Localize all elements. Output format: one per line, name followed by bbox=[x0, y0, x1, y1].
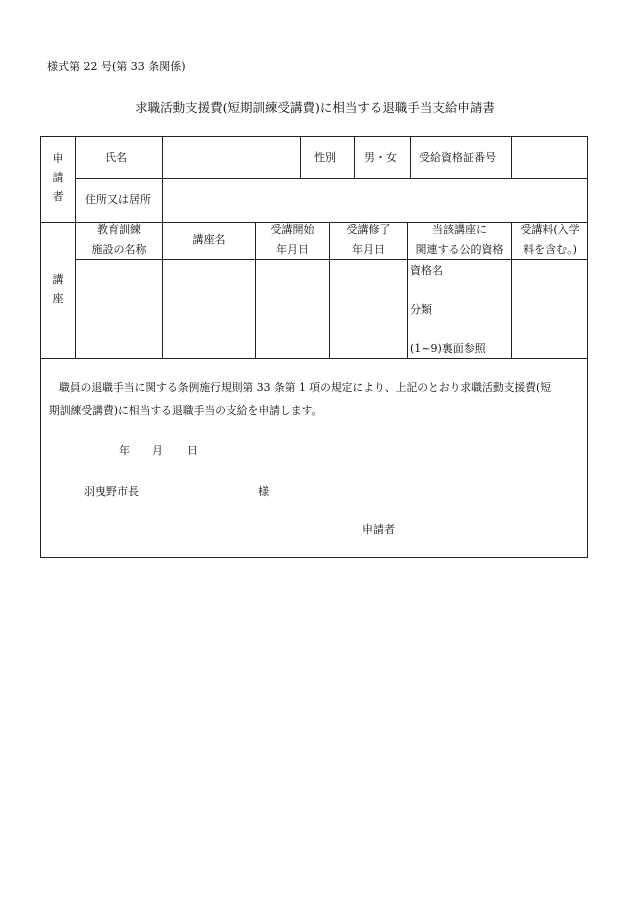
facility-name-field[interactable] bbox=[76, 260, 162, 357]
col-divider-gender-value bbox=[354, 137, 355, 178]
fee-field[interactable] bbox=[512, 260, 587, 357]
applicant-signature-label: 申請者 bbox=[362, 523, 395, 536]
gender-label: 性別 bbox=[314, 151, 336, 164]
applicant-vertical-label: 申 請 者 bbox=[52, 152, 64, 203]
form-number: 様式第 22 号(第 33 条関係) bbox=[47, 60, 186, 73]
declaration-line-2: 期訓練受講費)に相当する退職手当の支給を申請します。 bbox=[49, 404, 323, 417]
date-year: 年 bbox=[119, 444, 130, 457]
qualification-reference-note: (1~9)裏面参照 bbox=[410, 342, 486, 355]
qualification-header: 当該講座に 関連する公的資格 bbox=[415, 223, 504, 256]
application-form-table bbox=[40, 136, 588, 558]
start-date-header: 受講開始 年月日 bbox=[270, 223, 315, 256]
end-date-header: 受講修了 年月日 bbox=[346, 223, 391, 256]
facility-name-header: 教育訓練 施設の名称 bbox=[91, 223, 147, 256]
address-label: 住所又は居所 bbox=[85, 193, 151, 206]
qualification-category-label: 分類 bbox=[410, 303, 432, 316]
col-divider-certificate-label bbox=[410, 137, 411, 178]
col-divider-gender-label bbox=[300, 137, 301, 178]
name-field[interactable] bbox=[163, 138, 299, 177]
fee-header: 受講料(入学 料を含む。) bbox=[520, 223, 580, 256]
row-divider-course bbox=[41, 358, 588, 359]
addressee-name: 羽曳野市長 bbox=[84, 485, 139, 498]
date-month: 月 bbox=[152, 444, 163, 457]
course-name-field[interactable] bbox=[163, 260, 255, 357]
start-date-field[interactable] bbox=[256, 260, 329, 357]
address-field[interactable] bbox=[163, 179, 587, 221]
course-vertical-label: 講 座 bbox=[52, 273, 64, 305]
date-day: 日 bbox=[187, 444, 198, 457]
document-title: 求職活動支援費(短期訓練受講費)に相当する退職手当支給申請書 bbox=[135, 100, 495, 115]
name-label: 氏名 bbox=[105, 151, 127, 164]
certificate-number-field[interactable] bbox=[512, 138, 587, 177]
qualification-name-label: 資格名 bbox=[410, 264, 443, 277]
certificate-number-label: 受給資格証番号 bbox=[419, 151, 496, 164]
gender-options[interactable]: 男・女 bbox=[364, 151, 397, 164]
end-date-field[interactable] bbox=[330, 260, 407, 357]
addressee-honorific: 様 bbox=[258, 485, 269, 498]
declaration-line-1: 職員の退職手当に関する条例施行規則第 33 条第 1 項の規定により、上記のとおり求職活動支援費(短 bbox=[59, 381, 552, 394]
applicant-signature-field[interactable] bbox=[401, 517, 581, 541]
course-name-header: 講座名 bbox=[192, 233, 226, 246]
